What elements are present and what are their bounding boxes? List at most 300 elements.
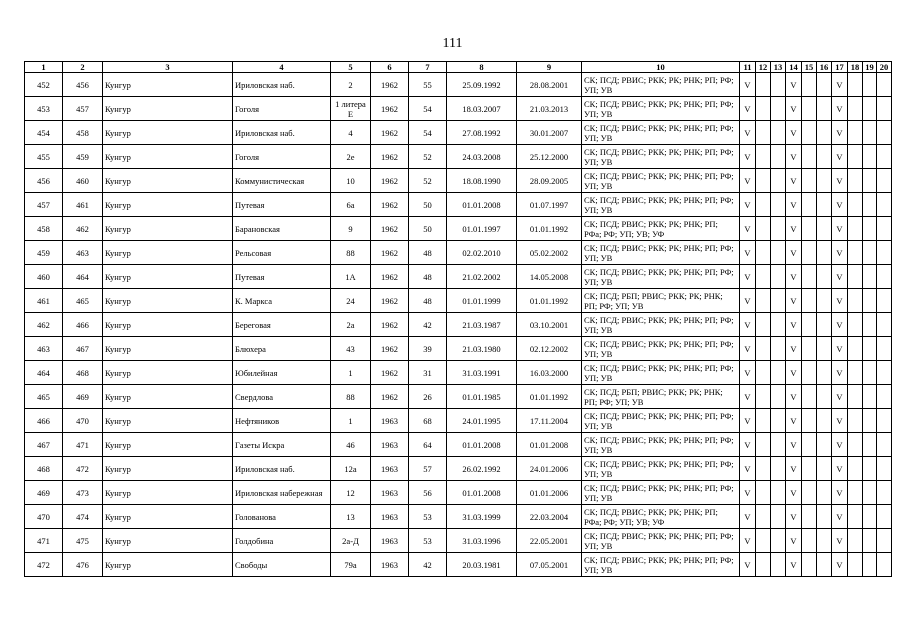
cell-col-7: 50 (409, 193, 447, 217)
cell-col-3: Кунгур (103, 553, 233, 577)
cell-col-5: 10 (331, 169, 371, 193)
cell-col-1: 462 (25, 313, 63, 337)
cell-col-16 (817, 505, 832, 529)
cell-col-18 (848, 505, 863, 529)
cell-col-6: 1963 (371, 481, 409, 505)
cell-col-8: 21.03.1980 (447, 337, 517, 361)
cell-col-2: 461 (63, 193, 103, 217)
column-header-18: 18 (848, 62, 863, 73)
cell-col-18 (848, 529, 863, 553)
cell-col-15 (802, 385, 817, 409)
cell-col-18 (848, 121, 863, 145)
cell-col-12 (756, 97, 771, 121)
cell-col-5: 88 (331, 241, 371, 265)
cell-col-17: V (832, 217, 848, 241)
cell-col-17: V (832, 97, 848, 121)
cell-col-6: 1963 (371, 409, 409, 433)
table-row (25, 217, 892, 241)
cell-col-11: V (740, 121, 756, 145)
cell-col-7: 57 (409, 457, 447, 481)
cell-col-9: 30.01.2007 (517, 121, 582, 145)
cell-col-18 (848, 337, 863, 361)
cell-col-4: Рельсовая (233, 241, 331, 265)
cell-col-6: 1962 (371, 73, 409, 97)
table-row (25, 385, 892, 409)
cell-col-10: СК; ПСД; РБП; РВИС; РКК; РК; РНК; РП; РФ; УП; УВ (582, 385, 740, 409)
cell-col-18 (848, 553, 863, 577)
cell-col-10: СК; ПСД; РВИС; РКК; РК; РНК; РП; РФ; УП; УВ (582, 121, 740, 145)
cell-col-19 (863, 505, 877, 529)
cell-col-3: Кунгур (103, 529, 233, 553)
cell-col-8: 01.01.1999 (447, 289, 517, 313)
cell-col-10: СК; ПСД; РВИС; РКК; РК; РНК; РП; РФ; УП; УВ (582, 481, 740, 505)
cell-col-17: V (832, 241, 848, 265)
cell-col-20 (877, 505, 892, 529)
cell-col-11: V (740, 145, 756, 169)
cell-col-8: 01.01.1997 (447, 217, 517, 241)
cell-col-11: V (740, 337, 756, 361)
table-row (25, 265, 892, 289)
cell-col-14: V (786, 145, 802, 169)
cell-col-9: 03.10.2001 (517, 313, 582, 337)
cell-col-5: 6а (331, 193, 371, 217)
cell-col-13 (771, 505, 786, 529)
cell-col-12 (756, 529, 771, 553)
cell-col-10: СК; ПСД; РВИС; РКК; РК; РНК; РП; РФ; УП; УВ (582, 433, 740, 457)
cell-col-4: Газеты Искра (233, 433, 331, 457)
cell-col-6: 1962 (371, 265, 409, 289)
cell-col-9: 02.12.2002 (517, 337, 582, 361)
cell-col-1: 466 (25, 409, 63, 433)
cell-col-2: 467 (63, 337, 103, 361)
cell-col-6: 1963 (371, 553, 409, 577)
cell-col-8: 01.01.1985 (447, 385, 517, 409)
cell-col-19 (863, 385, 877, 409)
cell-col-6: 1962 (371, 121, 409, 145)
cell-col-5: 12а (331, 457, 371, 481)
cell-col-20 (877, 481, 892, 505)
cell-col-12 (756, 169, 771, 193)
cell-col-9: 21.03.2013 (517, 97, 582, 121)
cell-col-14: V (786, 457, 802, 481)
cell-col-11: V (740, 169, 756, 193)
cell-col-14: V (786, 217, 802, 241)
cell-col-7: 48 (409, 265, 447, 289)
cell-col-14: V (786, 313, 802, 337)
table-row (25, 73, 892, 97)
cell-col-2: 464 (63, 265, 103, 289)
cell-col-1: 459 (25, 241, 63, 265)
cell-col-14: V (786, 121, 802, 145)
cell-col-6: 1962 (371, 217, 409, 241)
column-header-1: 1 (25, 62, 63, 73)
column-header-16: 16 (817, 62, 832, 73)
table-row (25, 505, 892, 529)
cell-col-14: V (786, 505, 802, 529)
cell-col-14: V (786, 433, 802, 457)
cell-col-10: СК; ПСД; РВИС; РКК; РК; РНК; РП; РФ; УП; УВ (582, 169, 740, 193)
cell-col-1: 455 (25, 145, 63, 169)
cell-col-14: V (786, 481, 802, 505)
cell-col-11: V (740, 241, 756, 265)
cell-col-18 (848, 409, 863, 433)
cell-col-11: V (740, 265, 756, 289)
cell-col-10: СК; ПСД; РВИС; РКК; РК; РНК; РП; РФ; УП; УВ (582, 97, 740, 121)
cell-col-13 (771, 481, 786, 505)
cell-col-12 (756, 145, 771, 169)
cell-col-7: 68 (409, 409, 447, 433)
cell-col-15 (802, 121, 817, 145)
cell-col-10: СК; ПСД; РВИС; РКК; РК; РНК; РП; РФ; УП; УВ (582, 241, 740, 265)
cell-col-13 (771, 337, 786, 361)
cell-col-8: 01.01.2008 (447, 433, 517, 457)
column-header-7: 7 (409, 62, 447, 73)
column-header-20: 20 (877, 62, 892, 73)
cell-col-1: 456 (25, 169, 63, 193)
cell-col-8: 18.03.2007 (447, 97, 517, 121)
cell-col-20 (877, 385, 892, 409)
cell-col-4: Гоголя (233, 97, 331, 121)
cell-col-16 (817, 409, 832, 433)
cell-col-9: 28.09.2005 (517, 169, 582, 193)
cell-col-5: 43 (331, 337, 371, 361)
cell-col-18 (848, 145, 863, 169)
column-header-13: 13 (771, 62, 786, 73)
cell-col-4: Свободы (233, 553, 331, 577)
cell-col-10: СК; ПСД; РВИС; РКК; РК; РНК; РП; РФа; РФ; УП; УВ; УФ (582, 217, 740, 241)
table-row (25, 529, 892, 553)
cell-col-6: 1962 (371, 97, 409, 121)
cell-col-5: 2е (331, 145, 371, 169)
cell-col-19 (863, 553, 877, 577)
cell-col-1: 467 (25, 433, 63, 457)
cell-col-13 (771, 385, 786, 409)
cell-col-17: V (832, 73, 848, 97)
cell-col-8: 31.03.1999 (447, 505, 517, 529)
cell-col-20 (877, 145, 892, 169)
cell-col-13 (771, 73, 786, 97)
cell-col-4: Юбилейная (233, 361, 331, 385)
cell-col-19 (863, 457, 877, 481)
cell-col-20 (877, 265, 892, 289)
cell-col-8: 20.03.1981 (447, 553, 517, 577)
cell-col-18 (848, 361, 863, 385)
cell-col-6: 1962 (371, 289, 409, 313)
column-header-15: 15 (802, 62, 817, 73)
cell-col-5: 2а-Д (331, 529, 371, 553)
cell-col-18 (848, 265, 863, 289)
cell-col-20 (877, 313, 892, 337)
cell-col-2: 469 (63, 385, 103, 409)
cell-col-2: 474 (63, 505, 103, 529)
cell-col-17: V (832, 481, 848, 505)
cell-col-11: V (740, 73, 756, 97)
cell-col-4: Путевая (233, 193, 331, 217)
cell-col-8: 24.03.2008 (447, 145, 517, 169)
table-row (25, 97, 892, 121)
cell-col-10: СК; ПСД; РВИС; РКК; РК; РНК; РП; РФ; УП; УВ (582, 265, 740, 289)
cell-col-4: Ириловская наб. (233, 121, 331, 145)
cell-col-18 (848, 481, 863, 505)
cell-col-15 (802, 457, 817, 481)
cell-col-17: V (832, 193, 848, 217)
cell-col-13 (771, 433, 786, 457)
cell-col-15 (802, 73, 817, 97)
cell-col-16 (817, 529, 832, 553)
cell-col-18 (848, 73, 863, 97)
cell-col-11: V (740, 217, 756, 241)
cell-col-3: Кунгур (103, 337, 233, 361)
cell-col-10: СК; ПСД; РВИС; РКК; РК; РНК; РП; РФ; УП; УВ (582, 457, 740, 481)
cell-col-5: 88 (331, 385, 371, 409)
cell-col-12 (756, 289, 771, 313)
cell-col-14: V (786, 97, 802, 121)
cell-col-1: 463 (25, 337, 63, 361)
cell-col-4: Барановская (233, 217, 331, 241)
cell-col-14: V (786, 265, 802, 289)
cell-col-9: 22.05.2001 (517, 529, 582, 553)
cell-col-1: 460 (25, 265, 63, 289)
cell-col-16 (817, 241, 832, 265)
table-row (25, 361, 892, 385)
cell-col-13 (771, 361, 786, 385)
cell-col-10: СК; ПСД; РВИС; РКК; РК; РНК; РП; РФ; УП; УВ (582, 313, 740, 337)
cell-col-5: 1 (331, 361, 371, 385)
cell-col-7: 42 (409, 313, 447, 337)
cell-col-8: 31.03.1991 (447, 361, 517, 385)
cell-col-16 (817, 385, 832, 409)
cell-col-6: 1963 (371, 457, 409, 481)
cell-col-9: 17.11.2004 (517, 409, 582, 433)
cell-col-3: Кунгур (103, 121, 233, 145)
cell-col-1: 452 (25, 73, 63, 97)
cell-col-11: V (740, 409, 756, 433)
cell-col-9: 24.01.2006 (517, 457, 582, 481)
header-row (25, 62, 892, 73)
column-header-9: 9 (517, 62, 582, 73)
cell-col-12 (756, 361, 771, 385)
cell-col-15 (802, 505, 817, 529)
cell-col-11: V (740, 529, 756, 553)
cell-col-15 (802, 145, 817, 169)
cell-col-13 (771, 121, 786, 145)
cell-col-11: V (740, 553, 756, 577)
cell-col-4: Ириловская наб. (233, 73, 331, 97)
cell-col-4: Коммунистическая (233, 169, 331, 193)
cell-col-17: V (832, 361, 848, 385)
cell-col-19 (863, 169, 877, 193)
cell-col-9: 07.05.2001 (517, 553, 582, 577)
cell-col-2: 457 (63, 97, 103, 121)
cell-col-20 (877, 73, 892, 97)
cell-col-18 (848, 193, 863, 217)
cell-col-20 (877, 193, 892, 217)
cell-col-5: 9 (331, 217, 371, 241)
cell-col-19 (863, 97, 877, 121)
cell-col-9: 01.01.1992 (517, 385, 582, 409)
cell-col-17: V (832, 289, 848, 313)
cell-col-7: 48 (409, 241, 447, 265)
cell-col-13 (771, 97, 786, 121)
cell-col-18 (848, 289, 863, 313)
cell-col-1: 464 (25, 361, 63, 385)
cell-col-10: СК; ПСД; РВИС; РКК; РК; РНК; РП; РФ; УП; УВ (582, 529, 740, 553)
column-header-2: 2 (63, 62, 103, 73)
cell-col-14: V (786, 169, 802, 193)
cell-col-3: Кунгур (103, 97, 233, 121)
cell-col-8: 26.02.1992 (447, 457, 517, 481)
column-header-4: 4 (233, 62, 331, 73)
cell-col-5: 2 (331, 73, 371, 97)
cell-col-13 (771, 241, 786, 265)
cell-col-10: СК; ПСД; РВИС; РКК; РК; РНК; РП; РФ; УП; УВ (582, 145, 740, 169)
cell-col-6: 1962 (371, 169, 409, 193)
cell-col-16 (817, 481, 832, 505)
cell-col-11: V (740, 289, 756, 313)
cell-col-2: 470 (63, 409, 103, 433)
cell-col-5: 13 (331, 505, 371, 529)
cell-col-4: Путевая (233, 265, 331, 289)
cell-col-17: V (832, 337, 848, 361)
cell-col-19 (863, 409, 877, 433)
cell-col-13 (771, 313, 786, 337)
cell-col-20 (877, 361, 892, 385)
cell-col-9: 28.08.2001 (517, 73, 582, 97)
cell-col-18 (848, 313, 863, 337)
cell-col-12 (756, 193, 771, 217)
cell-col-3: Кунгур (103, 313, 233, 337)
cell-col-9: 01.01.2006 (517, 481, 582, 505)
cell-col-1: 461 (25, 289, 63, 313)
cell-col-13 (771, 409, 786, 433)
cell-col-17: V (832, 529, 848, 553)
cell-col-9: 01.01.2008 (517, 433, 582, 457)
column-header-14: 14 (786, 62, 802, 73)
cell-col-3: Кунгур (103, 361, 233, 385)
cell-col-17: V (832, 409, 848, 433)
cell-col-1: 454 (25, 121, 63, 145)
cell-col-15 (802, 289, 817, 313)
cell-col-11: V (740, 385, 756, 409)
cell-col-14: V (786, 73, 802, 97)
cell-col-4: Береговая (233, 313, 331, 337)
cell-col-8: 25.09.1992 (447, 73, 517, 97)
cell-col-2: 466 (63, 313, 103, 337)
cell-col-15 (802, 433, 817, 457)
cell-col-12 (756, 241, 771, 265)
cell-col-16 (817, 217, 832, 241)
cell-col-9: 14.05.2008 (517, 265, 582, 289)
cell-col-13 (771, 289, 786, 313)
cell-col-15 (802, 361, 817, 385)
table-row (25, 121, 892, 145)
cell-col-3: Кунгур (103, 409, 233, 433)
cell-col-19 (863, 121, 877, 145)
cell-col-3: Кунгур (103, 289, 233, 313)
cell-col-10: СК; ПСД; РВИС; РКК; РК; РНК; РП; РФ; УП; УВ (582, 193, 740, 217)
cell-col-11: V (740, 193, 756, 217)
cell-col-17: V (832, 313, 848, 337)
cell-col-13 (771, 529, 786, 553)
cell-col-12 (756, 505, 771, 529)
cell-col-10: СК; ПСД; РВИС; РКК; РК; РНК; РП; РФ; УП; УВ (582, 337, 740, 361)
cell-col-14: V (786, 361, 802, 385)
cell-col-19 (863, 73, 877, 97)
cell-col-11: V (740, 481, 756, 505)
cell-col-15 (802, 481, 817, 505)
cell-col-18 (848, 217, 863, 241)
cell-col-12 (756, 457, 771, 481)
cell-col-18 (848, 433, 863, 457)
cell-col-11: V (740, 505, 756, 529)
cell-col-8: 27.08.1992 (447, 121, 517, 145)
cell-col-14: V (786, 553, 802, 577)
cell-col-18 (848, 241, 863, 265)
cell-col-4: Ириловская набережная (233, 481, 331, 505)
cell-col-9: 25.12.2000 (517, 145, 582, 169)
cell-col-19 (863, 289, 877, 313)
cell-col-2: 462 (63, 217, 103, 241)
cell-col-8: 21.02.2002 (447, 265, 517, 289)
cell-col-20 (877, 433, 892, 457)
cell-col-3: Кунгур (103, 217, 233, 241)
cell-col-7: 54 (409, 97, 447, 121)
cell-col-5: 4 (331, 121, 371, 145)
cell-col-5: 79а (331, 553, 371, 577)
cell-col-16 (817, 73, 832, 97)
cell-col-12 (756, 553, 771, 577)
cell-col-16 (817, 97, 832, 121)
cell-col-15 (802, 409, 817, 433)
cell-col-5: 1А (331, 265, 371, 289)
column-header-6: 6 (371, 62, 409, 73)
cell-col-14: V (786, 193, 802, 217)
cell-col-15 (802, 265, 817, 289)
cell-col-1: 470 (25, 505, 63, 529)
cell-col-5: 46 (331, 433, 371, 457)
cell-col-13 (771, 145, 786, 169)
cell-col-1: 453 (25, 97, 63, 121)
cell-col-18 (848, 385, 863, 409)
cell-col-10: СК; ПСД; РВИС; РКК; РК; РНК; РП; РФа; РФ; УП; УВ; УФ (582, 505, 740, 529)
cell-col-19 (863, 265, 877, 289)
cell-col-13 (771, 193, 786, 217)
cell-col-3: Кунгур (103, 481, 233, 505)
cell-col-6: 1962 (371, 193, 409, 217)
cell-col-16 (817, 289, 832, 313)
cell-col-10: СК; ПСД; РВИС; РКК; РК; РНК; РП; РФ; УП; УВ (582, 73, 740, 97)
cell-col-15 (802, 553, 817, 577)
cell-col-7: 31 (409, 361, 447, 385)
cell-col-7: 56 (409, 481, 447, 505)
cell-col-17: V (832, 121, 848, 145)
cell-col-12 (756, 73, 771, 97)
table-header (25, 62, 892, 73)
cell-col-3: Кунгур (103, 241, 233, 265)
cell-col-14: V (786, 385, 802, 409)
cell-col-7: 53 (409, 505, 447, 529)
cell-col-1: 472 (25, 553, 63, 577)
cell-col-17: V (832, 385, 848, 409)
cell-col-6: 1963 (371, 433, 409, 457)
cell-col-14: V (786, 529, 802, 553)
cell-col-13 (771, 265, 786, 289)
cell-col-5: 1 (331, 409, 371, 433)
table-row (25, 481, 892, 505)
cell-col-5: 1 литера Е (331, 97, 371, 121)
table-row (25, 145, 892, 169)
cell-col-7: 55 (409, 73, 447, 97)
